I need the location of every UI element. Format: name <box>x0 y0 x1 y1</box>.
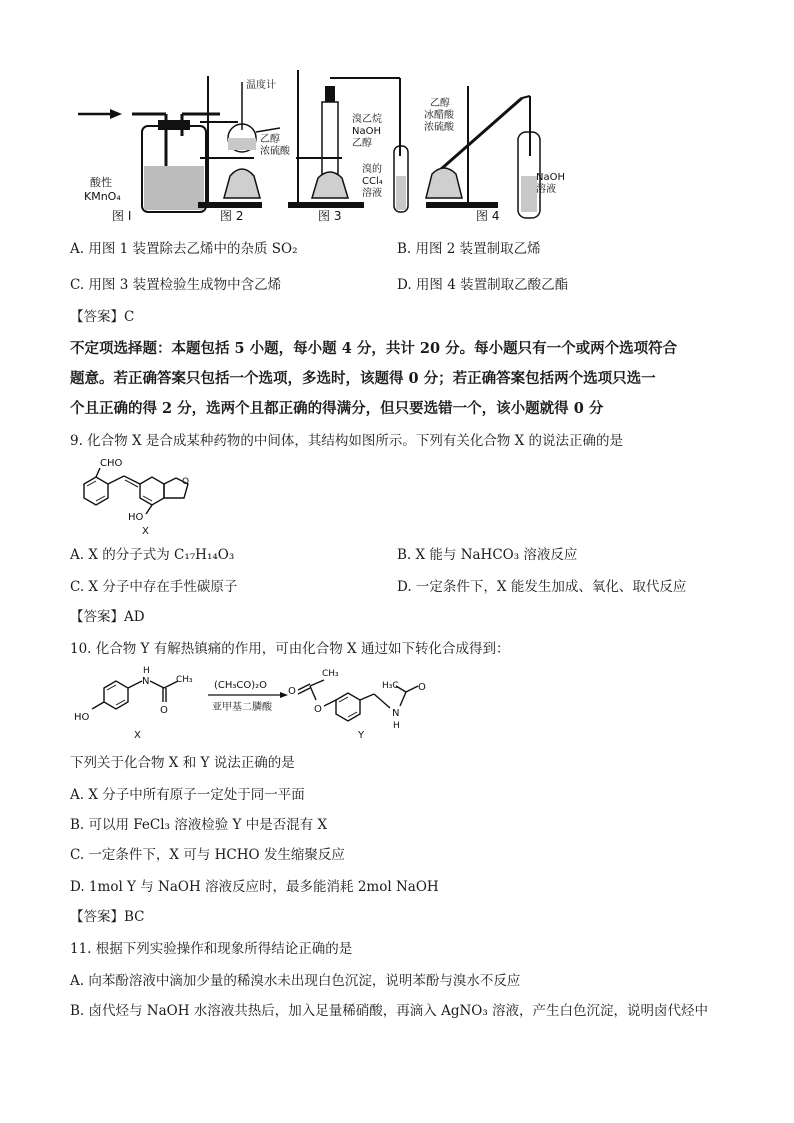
fig3-label-ethanol: 乙醇 <box>352 138 372 149</box>
q9-label-x: X <box>142 526 149 536</box>
q9-option-a: A. X 的分子式为 C₁₇H₁₄O₃ <box>70 547 235 563</box>
fig2-label-thermometer: 温度计 <box>246 80 276 91</box>
fig4-label-solution: 溶液 <box>536 184 556 195</box>
fig2-label-ethanol: 乙醇 <box>260 134 280 145</box>
q9-label-ho: HO <box>128 512 144 523</box>
q10-option-b: B. 可以用 FeCl₃ 溶液检验 Y 中是否混有 X <box>70 817 328 833</box>
q10-option-a: A. X 分子中所有原子一定处于同一平面 <box>70 787 305 803</box>
q10-reaction-scheme <box>70 662 490 744</box>
q10-y-name: Y <box>358 730 365 741</box>
section-line-3: 个且正确的得 2 分，选两个且都正确的得满分，但只要选错一个，该小题就得 0 分 <box>70 400 604 417</box>
fig4-label-sulfuric: 浓硫酸 <box>424 122 454 133</box>
q8-option-b: B. 用图 2 装置制取乙烯 <box>397 241 541 257</box>
q10-reaction-arrow <box>208 680 288 713</box>
q10-compound-x <box>74 666 193 741</box>
q8-option-d: D. 用图 4 装置制取乙酸乙酯 <box>397 277 569 293</box>
q9-structure <box>70 454 210 536</box>
q8-answer-tag: 【答案】 <box>70 309 124 325</box>
q10-x-label-ch3: CH₃ <box>176 675 193 685</box>
q10-x-label-ho: HO <box>74 712 90 723</box>
q10-y-label-o2: O <box>314 704 322 715</box>
q10-y-label-h3c: H₃C <box>382 681 399 691</box>
q10-x-label-o: O <box>160 705 168 716</box>
fig4-label-naoh: NaOH <box>536 172 565 183</box>
q10-lead: 下列关于化合物 X 和 Y 说法正确的是 <box>70 755 295 771</box>
q10-stem: 10. 化合物 Y 有解热镇痛的作用，可由化合物 X 通过如下转化合成得到： <box>70 641 510 657</box>
q10-x-name: X <box>134 730 141 741</box>
fig2-caption: 图 2 <box>220 209 244 223</box>
q10-x-label-n: N <box>142 676 150 687</box>
q10-answer-value: BC <box>124 909 145 925</box>
q10-y-label-ch3: CH₃ <box>322 669 339 679</box>
fig3-label-ccl4: CCl₄ <box>362 176 383 187</box>
fig3-label-solution: 溶液 <box>362 188 382 199</box>
figure-4-ester-setup <box>424 86 565 223</box>
q10-answer <box>70 908 145 926</box>
fig1-caption: 图 I <box>112 209 132 223</box>
fig3-label-naoh: NaOH <box>352 126 381 137</box>
fig3-label-bromoethane: 溴乙烷 <box>352 114 382 125</box>
q10-compound-y <box>288 669 426 741</box>
q9-answer <box>70 608 145 626</box>
q10-condition: 亚甲基二膦酸 <box>212 702 272 713</box>
q8-option-c: C. 用图 3 装置检验生成物中含乙烯 <box>70 277 282 293</box>
fig2-label-sulfuric: 浓硫酸 <box>260 146 290 157</box>
q8-option-a: A. 用图 1 装置除去乙烯中的杂质 SO₂ <box>70 241 298 257</box>
fig4-label-acetic: 冰醋酸 <box>424 110 454 121</box>
q10-y-label-h: H <box>393 721 400 731</box>
q9-answer-value: AD <box>124 609 145 625</box>
fig4-caption: 图 4 <box>476 209 500 223</box>
fig4-label-ethanol: 乙醇 <box>430 98 450 109</box>
q8-answer <box>70 308 134 326</box>
figure-2-ethylene-setup <box>198 76 291 223</box>
q9-label-cho: CHO <box>100 458 123 469</box>
q10-y-label-o3: O <box>418 682 426 693</box>
q10-reagent: (CH₃CO)₂O <box>214 680 268 691</box>
q9-answer-tag: 【答案】 <box>70 609 124 625</box>
q9-label-ring-o: O <box>182 477 190 487</box>
q10-option-d: D. 1mol Y 与 NaOH 溶液反应时，最多能消耗 2mol NaOH <box>70 879 439 895</box>
section-line-1: 不定项选择题：本题包括 5 小题，每小题 4 分，共计 20 分。每小题只有一个或两个选项符合 <box>70 340 678 357</box>
q10-y-label-o1: O <box>288 686 296 697</box>
fig1-label-acid: 酸性 <box>90 176 112 189</box>
q11-option-a: A. 向苯酚溶液中滴加少量的稀溴水未出现白色沉淀，说明苯酚与溴水不反应 <box>70 973 521 989</box>
q9-option-d: D. 一定条件下，X 能发生加成、氧化、取代反应 <box>397 579 687 595</box>
q8-answer-value: C <box>124 309 135 325</box>
fig1-label-kmno4: KMnO₄ <box>84 190 121 203</box>
q10-answer-tag: 【答案】 <box>70 909 124 925</box>
section-line-2: 题意。若正确答案只包括一个选项，多选时，该题得 0 分；若正确答案包括两个选项只选一 <box>70 370 656 387</box>
q9-option-c: C. X 分子中存在手性碳原子 <box>70 579 238 595</box>
q10-y-label-n: N <box>392 708 400 719</box>
q11-option-b: B. 卤代烃与 NaOH 水溶液共热后，加入足量稀硝酸，再滴入 AgNO₃ 溶液，产生白色沉淀，说明卤代烃中 <box>70 1003 709 1019</box>
q9-option-b: B. X 能与 NaHCO₃ 溶液反应 <box>397 547 578 563</box>
q10-option-c: C. 一定条件下，X 可与 HCHO 发生缩聚反应 <box>70 847 345 863</box>
fig3-caption: 图 3 <box>318 209 342 223</box>
apparatus-figures <box>70 66 570 226</box>
q9-stem: 9. 化合物 X 是合成某种药物的中间体，其结构如图所示。下列有关化合物 X 的说法正确的是 <box>70 433 624 449</box>
q11-stem: 11. 根据下列实验操作和现象所得结论正确的是 <box>70 941 353 957</box>
q10-x-label-h: H <box>143 666 150 676</box>
fig3-label-bromine: 溴的 <box>362 164 382 175</box>
figure-3-bromoethane-setup <box>288 70 408 223</box>
